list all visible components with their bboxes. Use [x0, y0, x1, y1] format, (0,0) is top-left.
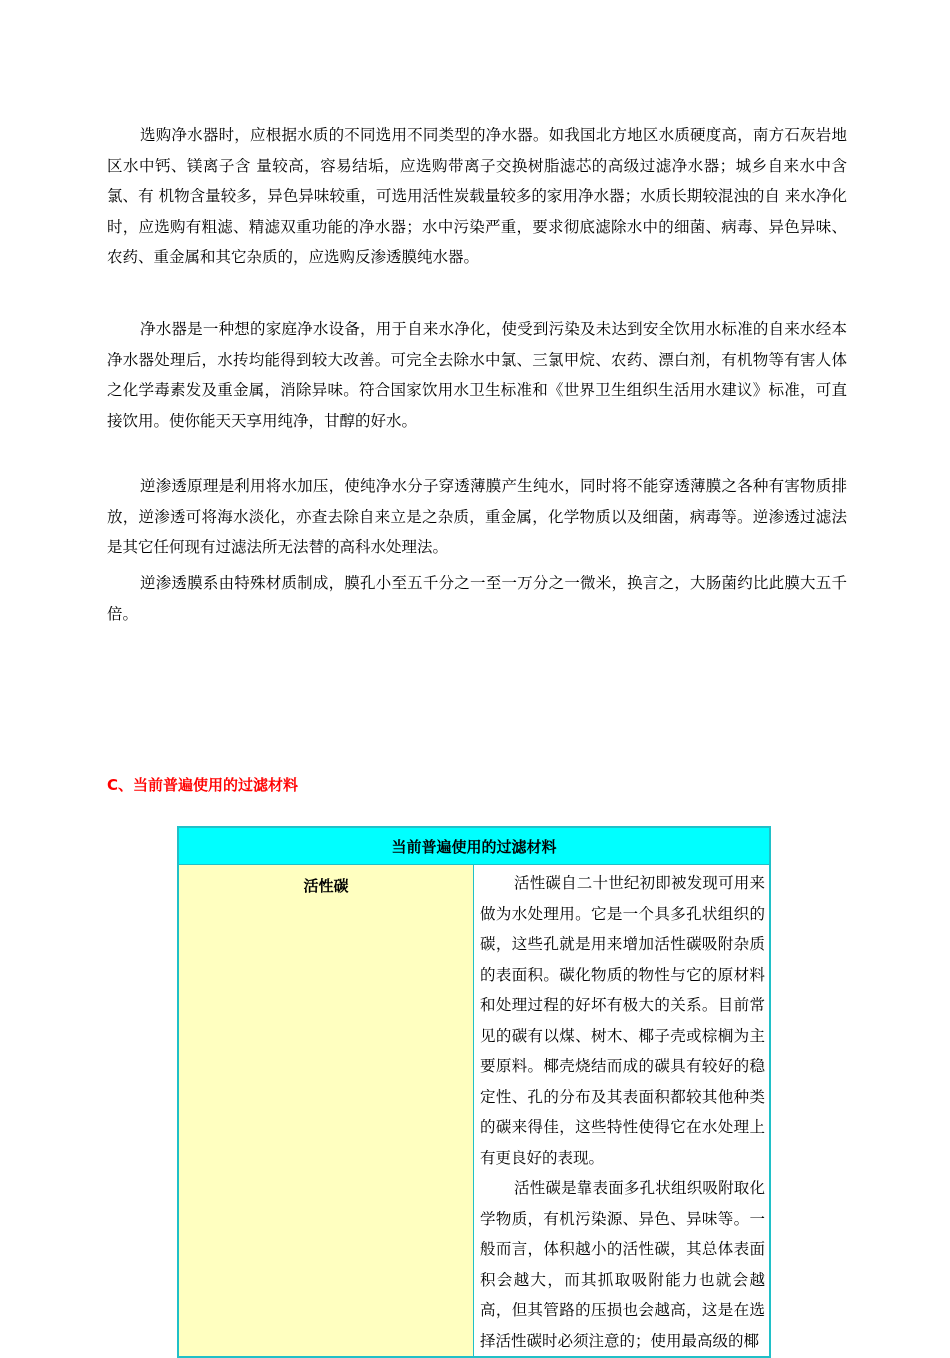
section-heading: C、当前普遍使用的过滤材料	[107, 776, 299, 794]
filter-materials-table	[177, 826, 771, 1358]
body-paragraph: 净水器是一种想的家庭净水设备，用于自来水净化，使受到污染及未达到安全饮用水标准的自来水经本净水器处理后，水抟均能得到较大改善。可完全去除水中氯、三氯甲烷、农药、漂白剂，有机物等有害人体之化学毒素发及重金属，消除异味。符合国家饮用水卫生标准和《世界卫生组织生活用水建议》标准，可直接饮用。使你能天天享用纯净，甘醇的好水。	[107, 320, 847, 430]
table-row	[179, 865, 769, 1356]
table-title: 当前普遍使用的过滤材料	[179, 828, 769, 865]
material-name-cell: 活性碳	[179, 865, 474, 1356]
body-paragraph: 逆渗透原理是利用将水加压，使纯净水分子穿透薄膜产生纯水，同时将不能穿透薄膜之各种有害物质排放，逆渗透可将海水淡化，亦查去除自来立是之杂质，重金属，化学物质以及细菌，病毒等。逆渗透过滤法是其它任何现有过滤法所无法替的高科水处理法。	[107, 477, 847, 556]
table-header-row	[179, 828, 769, 865]
body-paragraph: 逆渗透膜系由特殊材质制成，膜孔小至五千分之一至一万分之一微米，换言之，大肠菌约比此膜大五千倍。	[107, 574, 847, 623]
description-paragraph: 活性碳是靠表面多孔状组织吸附取化学物质，有机污染源、异色、异味等。一般而言，体积越小的活性碳，其总体表面积会越大，而其抓取吸附能力也就会越高，但其管路的压损也会越高，这是在选择活性碳时必须注意的；使用最高级的椰	[480, 1179, 765, 1350]
material-description-cell	[474, 865, 769, 1356]
body-paragraph: 选购净水器时，应根据水质的不同选用不同类型的净水器。如我国北方地区水质硬度高，南方石灰岩地区水中钙、镁离子含 量较高，容易结垢，应选购带离子交换树脂滤芯的高级过滤净水器；城乡自来水中含氯、有 机物含量较多，异色异味较重，可选用活性炭载量较多的家用净水器；水质长期较混浊的自 来水净化时，应选购有粗滤、精滤双重功能的净水器；水中污染严重，要求彻底滤除水中的细菌、病毒、异色异味、农药、重金属和其它杂质的，应选购反渗透膜纯水器。	[107, 126, 847, 266]
description-paragraph: 活性碳自二十世纪初即被发现可用来做为水处理用。它是一个具多孔状组织的碳，这些孔就是用来增加活性碳吸附杂质的表面积。碳化物质的物性与它的原材料和处理过程的好坏有极大的关系。目前常见的碳有以煤、树木、椰子壳或棕榈为主要原料。椰壳烧结而成的碳具有较好的稳定性、孔的分布及其表面积都较其他种类的碳来得佳，这些特性使得它在水处理上有更良好的表现。	[480, 874, 765, 1167]
